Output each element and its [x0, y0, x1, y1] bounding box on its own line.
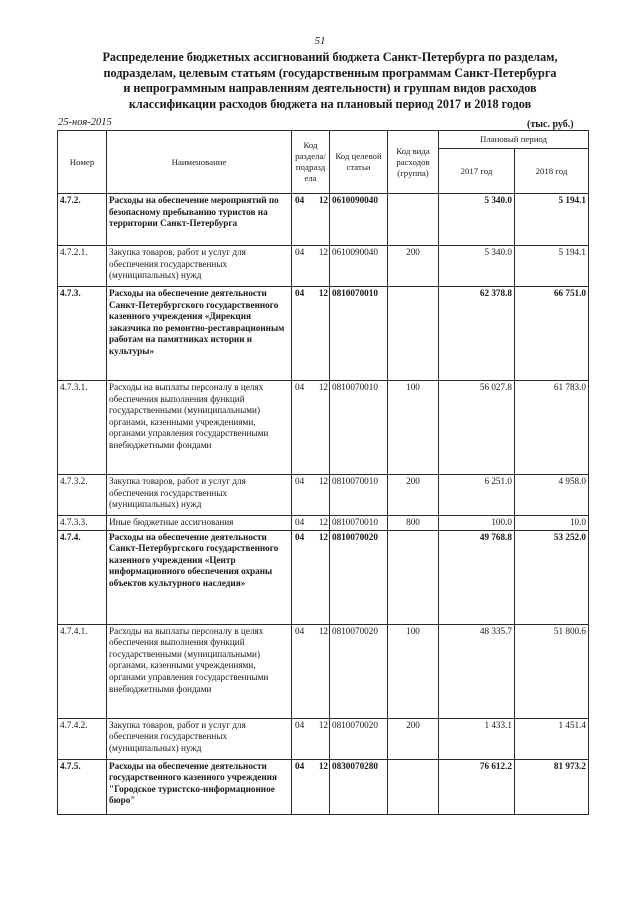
row-value-2017: 5 340.0 [439, 194, 515, 246]
table-row [58, 516, 589, 531]
header-2017: 2017 год [439, 149, 515, 194]
row-razdel-code [292, 759, 330, 814]
row-number: 4.7.2. [58, 194, 107, 246]
row-razdel-code [292, 475, 330, 516]
row-value-2018: 10.0 [515, 516, 589, 531]
table-row [58, 624, 589, 718]
row-number: 4.7.4. [58, 530, 107, 624]
row-value-2018: 66 751.0 [515, 287, 589, 381]
table-body [58, 194, 589, 815]
razdel: 04 [295, 476, 305, 486]
podrazdel: 12 [318, 476, 328, 486]
row-value-2017: 56 027.8 [439, 381, 515, 475]
row-value-2017: 48 335.7 [439, 624, 515, 718]
row-number: 4.7.3.2. [58, 475, 107, 516]
podrazdel: 12 [318, 517, 328, 527]
row-stat-code: 0830070280 [330, 759, 388, 814]
row-name: Расходы на обеспечение деятельности Санкт-Петербургского государственного казенного учреждения «Центр информационного обеспечения охраны объектов культурного наследия» [107, 530, 292, 624]
podrazdel: 12 [318, 760, 328, 771]
row-vid-code: 200 [388, 718, 439, 759]
row-stat-code: 0810070010 [330, 475, 388, 516]
units-label: (тыс. руб.) [527, 119, 574, 130]
table-row [58, 475, 589, 516]
table-header [58, 131, 589, 194]
razdel: 04 [295, 760, 305, 771]
row-razdel-code [292, 624, 330, 718]
razdel: 04 [295, 288, 305, 298]
row-value-2018: 61 783.0 [515, 381, 589, 475]
row-name: Расходы на обеспечение мероприятий по безопасному пребыванию туристов на территории Санкт-Петербурга [107, 194, 292, 246]
table-row [58, 759, 589, 814]
row-number: 4.7.3.3. [58, 516, 107, 531]
table-row [58, 287, 589, 381]
razdel: 04 [295, 719, 305, 730]
row-value-2017: 100.0 [439, 516, 515, 531]
row-vid-code: 100 [388, 381, 439, 475]
table-row [58, 530, 589, 624]
podrazdel: 12 [318, 719, 328, 730]
row-stat-code: 0810070020 [330, 718, 388, 759]
table-row [58, 194, 589, 246]
title-line: и непрограммным направлениям деятельности) и группам видов расходов [123, 81, 537, 95]
podrazdel: 12 [318, 195, 328, 205]
razdel: 04 [295, 517, 305, 527]
row-stat-code: 0810070020 [330, 624, 388, 718]
row-stat-code: 0810070010 [330, 381, 388, 475]
row-vid-code [388, 194, 439, 246]
row-razdel-code [292, 530, 330, 624]
row-value-2018: 5 194.1 [515, 194, 589, 246]
row-razdel-code [292, 516, 330, 531]
header-number: Номер [58, 131, 107, 194]
row-number: 4.7.5. [58, 759, 107, 814]
row-value-2017: 1 433.1 [439, 718, 515, 759]
razdel: 04 [295, 247, 305, 257]
row-razdel-code [292, 287, 330, 381]
podrazdel: 12 [318, 288, 328, 298]
row-value-2017: 5 340.0 [439, 246, 515, 287]
row-name: Закупка товаров, работ и услуг для обеспечения государственных (муниципальных) нужд [107, 475, 292, 516]
title-line: подразделам, целевым статьям (государственным программам Санкт-Петербурга [103, 65, 557, 80]
row-value-2018: 51 800.6 [515, 624, 589, 718]
header-razdel: Код раздела/ подразд ела [292, 131, 330, 194]
row-name: Расходы на выплаты персоналу в целях обеспечения выполнения функций государственными (муниципальными) органами, казенными учреждениями, органами управления государственными внебюджетными фондами [107, 624, 292, 718]
header-vid: Код вида расходов (группа) [388, 131, 439, 194]
row-vid-code: 200 [388, 246, 439, 287]
table-row [58, 718, 589, 759]
row-value-2017: 62 378.8 [439, 287, 515, 381]
razdel: 04 [295, 195, 305, 205]
row-number: 4.7.3.1. [58, 381, 107, 475]
title-line: Распределение бюджетных ассигнований бюджета Санкт-Петербурга по разделам, [102, 50, 558, 64]
budget-table [57, 130, 589, 815]
row-stat-code: 0610090040 [330, 194, 388, 246]
row-number: 4.7.4.2. [58, 718, 107, 759]
header-2018: 2018 год [515, 149, 589, 194]
row-stat-code: 0810070010 [330, 516, 388, 531]
row-number: 4.7.2.1. [58, 246, 107, 287]
row-razdel-code [292, 381, 330, 475]
row-name: Расходы на выплаты персоналу в целях обеспечения выполнения функций государственными (муниципальными) органами, казенными учреждениями, органами управления государственными внебюджетными фондами [107, 381, 292, 475]
header-name: Наименование [107, 131, 292, 194]
row-name: Расходы на обеспечение деятельности Санкт-Петербургского государственного казенного учреждения «Дирекция заказчика по ремонтно-реставрационным работам на памятниках истории и культуры» [107, 287, 292, 381]
row-razdel-code [292, 718, 330, 759]
page-number: 51 [314, 35, 326, 47]
razdel: 04 [295, 531, 305, 542]
row-razdel-code [292, 194, 330, 246]
row-value-2018: 5 194.1 [515, 246, 589, 287]
podrazdel: 12 [318, 625, 328, 636]
document-date: 25-ноя-2015 [58, 117, 112, 128]
row-vid-code: 800 [388, 516, 439, 531]
header-stat: Код целевой статьи [330, 131, 388, 194]
row-number: 4.7.3. [58, 287, 107, 381]
row-stat-code: 0810070010 [330, 287, 388, 381]
podrazdel: 12 [318, 247, 328, 257]
header-plan-period: Плановый период [439, 131, 589, 149]
row-value-2018: 1 451.4 [515, 718, 589, 759]
row-value-2017: 76 612.2 [439, 759, 515, 814]
title-line: классификации расходов бюджета на плановый период 2017 и 2018 годов [128, 96, 532, 111]
row-value-2018: 81 973.2 [515, 759, 589, 814]
row-number: 4.7.4.1. [58, 624, 107, 718]
row-razdel-code [292, 246, 330, 287]
row-name: Закупка товаров, работ и услуг для обеспечения государственных (муниципальных) нужд [107, 246, 292, 287]
row-stat-code: 0610090040 [330, 246, 388, 287]
row-name: Закупка товаров, работ и услуг для обеспечения государственных (муниципальных) нужд [107, 718, 292, 759]
document-title [50, 50, 610, 112]
row-value-2018: 53 252.0 [515, 530, 589, 624]
row-value-2017: 49 768.8 [439, 530, 515, 624]
row-vid-code: 100 [388, 624, 439, 718]
row-vid-code [388, 287, 439, 381]
row-name: Расходы на обеспечение деятельности государственного казенного учреждения "Городское туристско-информационное бюро" [107, 759, 292, 814]
row-vid-code [388, 759, 439, 814]
razdel: 04 [295, 625, 305, 636]
table-row [58, 246, 589, 287]
row-name: Иные бюджетные ассигнования [107, 516, 292, 531]
razdel: 04 [295, 382, 305, 392]
row-value-2017: 6 251.0 [439, 475, 515, 516]
row-stat-code: 0810070020 [330, 530, 388, 624]
podrazdel: 12 [318, 382, 328, 392]
row-vid-code: 200 [388, 475, 439, 516]
row-value-2018: 4 958.0 [515, 475, 589, 516]
table-row [58, 381, 589, 475]
podrazdel: 12 [318, 531, 328, 542]
row-vid-code [388, 530, 439, 624]
